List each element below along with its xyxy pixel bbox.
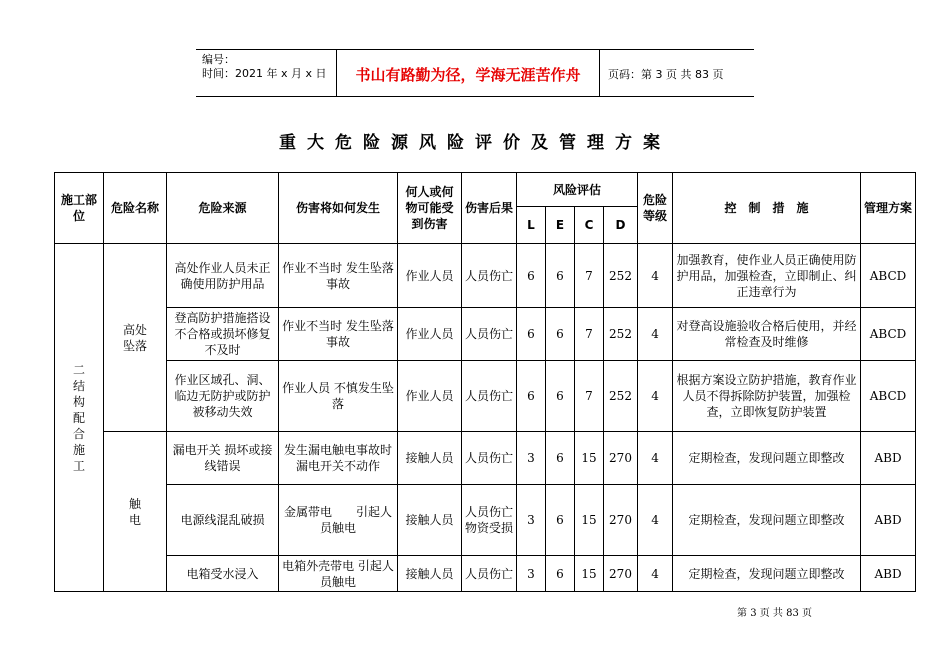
risk-D: 252	[604, 244, 638, 308]
control-measure: 定期检查，发现问题立即整改	[673, 556, 861, 592]
page-footer: 第 3 页 共 83 页	[737, 608, 812, 619]
how-happens: 作业不当时 发生坠落事故	[279, 244, 398, 308]
risk-level: 4	[638, 308, 673, 361]
col-how: 伤害将如何发生	[279, 173, 398, 244]
risk-E: 6	[546, 556, 575, 592]
risk-C: 15	[575, 432, 604, 485]
risk-D: 252	[604, 308, 638, 361]
risk-E: 6	[546, 308, 575, 361]
dept-cell: 二 结 构 配 合 施 工	[55, 244, 104, 592]
hazard-source: 漏电开关 损坏或接线错误	[167, 432, 279, 485]
how-happens: 发生漏电触电事故时漏电开关不动作	[279, 432, 398, 485]
risk-E: 6	[546, 361, 575, 432]
risk-D: 270	[604, 556, 638, 592]
risk-level: 4	[638, 244, 673, 308]
who-affected: 接触人员	[398, 432, 462, 485]
control-measure: 对登高设施验收合格后使用，并经常检查及时维修	[673, 308, 861, 361]
table-row	[55, 308, 916, 361]
who-affected: 作业人员	[398, 244, 462, 308]
control-measure: 定期检查，发现问题立即整改	[673, 432, 861, 485]
control-measure: 加强教育，使作业人员正确使用防护用品，加强检查，立即制止、纠正违章行为	[673, 244, 861, 308]
table-row	[55, 361, 916, 432]
who-affected: 接触人员	[398, 556, 462, 592]
hazard-source: 作业区域孔、洞、临边无防护或防护被移动失效	[167, 361, 279, 432]
col-C: C	[575, 207, 604, 244]
hazard-name-cell: 高处 坠落	[104, 244, 167, 432]
consequence: 人员伤亡	[462, 361, 517, 432]
who-affected: 接触人员	[398, 485, 462, 556]
document-header	[196, 49, 754, 97]
hazard-source: 电源线混乱破损	[167, 485, 279, 556]
consequence: 人员伤亡	[462, 556, 517, 592]
risk-C: 15	[575, 556, 604, 592]
motto: 书山有路勤为径，学海无涯苦作舟	[337, 50, 600, 96]
col-D: D	[604, 207, 638, 244]
risk-L: 6	[517, 244, 546, 308]
how-happens: 作业人员 不慎发生坠落	[279, 361, 398, 432]
mgmt-plan: ABCD	[861, 244, 916, 308]
how-happens: 作业不当时 发生坠落事故	[279, 308, 398, 361]
col-control: 控 制 措 施	[673, 173, 861, 244]
consequence: 人员伤亡	[462, 308, 517, 361]
mgmt-plan: ABCD	[861, 361, 916, 432]
col-consequence: 伤害后果	[462, 173, 517, 244]
col-who: 何人或何物可能受到伤害	[398, 173, 462, 244]
risk-D: 270	[604, 432, 638, 485]
risk-level: 4	[638, 556, 673, 592]
risk-D: 252	[604, 361, 638, 432]
col-mgmt: 管理方案	[861, 173, 916, 244]
how-happens: 金属带电 引起人员触电	[279, 485, 398, 556]
hazard-source: 登高防护措施搭设不合格或损坏修复不及时	[167, 308, 279, 361]
time-label: 时间：2021 年 x 月 x 日	[202, 67, 327, 80]
risk-C: 15	[575, 485, 604, 556]
control-measure: 根据方案设立防护措施，教育作业人员不得拆除防护装置，加强检查，立即恢复防护装置	[673, 361, 861, 432]
risk-D: 270	[604, 485, 638, 556]
risk-E: 6	[546, 432, 575, 485]
control-measure: 定期检查，发现问题立即整改	[673, 485, 861, 556]
page-title: 重大危险源风险评价及管理方案	[279, 133, 671, 153]
hazard-source: 高处作业人员未正确使用防护用品	[167, 244, 279, 308]
col-hazard-source: 危险来源	[167, 173, 279, 244]
col-hazard-name: 危险名称	[104, 173, 167, 244]
risk-L: 6	[517, 308, 546, 361]
risk-L: 3	[517, 485, 546, 556]
risk-level: 4	[638, 361, 673, 432]
risk-L: 6	[517, 361, 546, 432]
col-E: E	[546, 207, 575, 244]
header-meta	[196, 50, 337, 96]
table-row	[55, 485, 916, 556]
table-row	[55, 244, 916, 308]
consequence: 人员伤亡	[462, 244, 517, 308]
mgmt-plan: ABCD	[861, 308, 916, 361]
risk-C: 7	[575, 244, 604, 308]
risk-L: 3	[517, 432, 546, 485]
risk-L: 3	[517, 556, 546, 592]
page-code: 页码：第 3 页 共 83 页	[608, 68, 724, 81]
table-row	[55, 556, 916, 592]
risk-C: 7	[575, 361, 604, 432]
who-affected: 作业人员	[398, 361, 462, 432]
risk-E: 6	[546, 485, 575, 556]
col-risk-eval: 风险评估	[517, 173, 638, 207]
consequence: 人员伤亡	[462, 432, 517, 485]
mgmt-plan: ABD	[861, 432, 916, 485]
table-row	[55, 432, 916, 485]
risk-level: 4	[638, 432, 673, 485]
header-row	[55, 173, 916, 207]
mgmt-plan: ABD	[861, 556, 916, 592]
who-affected: 作业人员	[398, 308, 462, 361]
mgmt-plan: ABD	[861, 485, 916, 556]
risk-E: 6	[546, 244, 575, 308]
consequence: 人员伤亡 物资受损	[462, 485, 517, 556]
hazard-source: 电箱受水浸入	[167, 556, 279, 592]
col-dept: 施工部位	[55, 173, 104, 244]
how-happens: 电箱外壳带电 引起人员触电	[279, 556, 398, 592]
risk-C: 7	[575, 308, 604, 361]
number-label: 编号：	[202, 53, 235, 66]
col-level: 危险等级	[638, 173, 673, 244]
risk-level: 4	[638, 485, 673, 556]
risk-table	[54, 172, 916, 592]
col-L: L	[517, 207, 546, 244]
hazard-name-cell: 触 电	[104, 432, 167, 592]
